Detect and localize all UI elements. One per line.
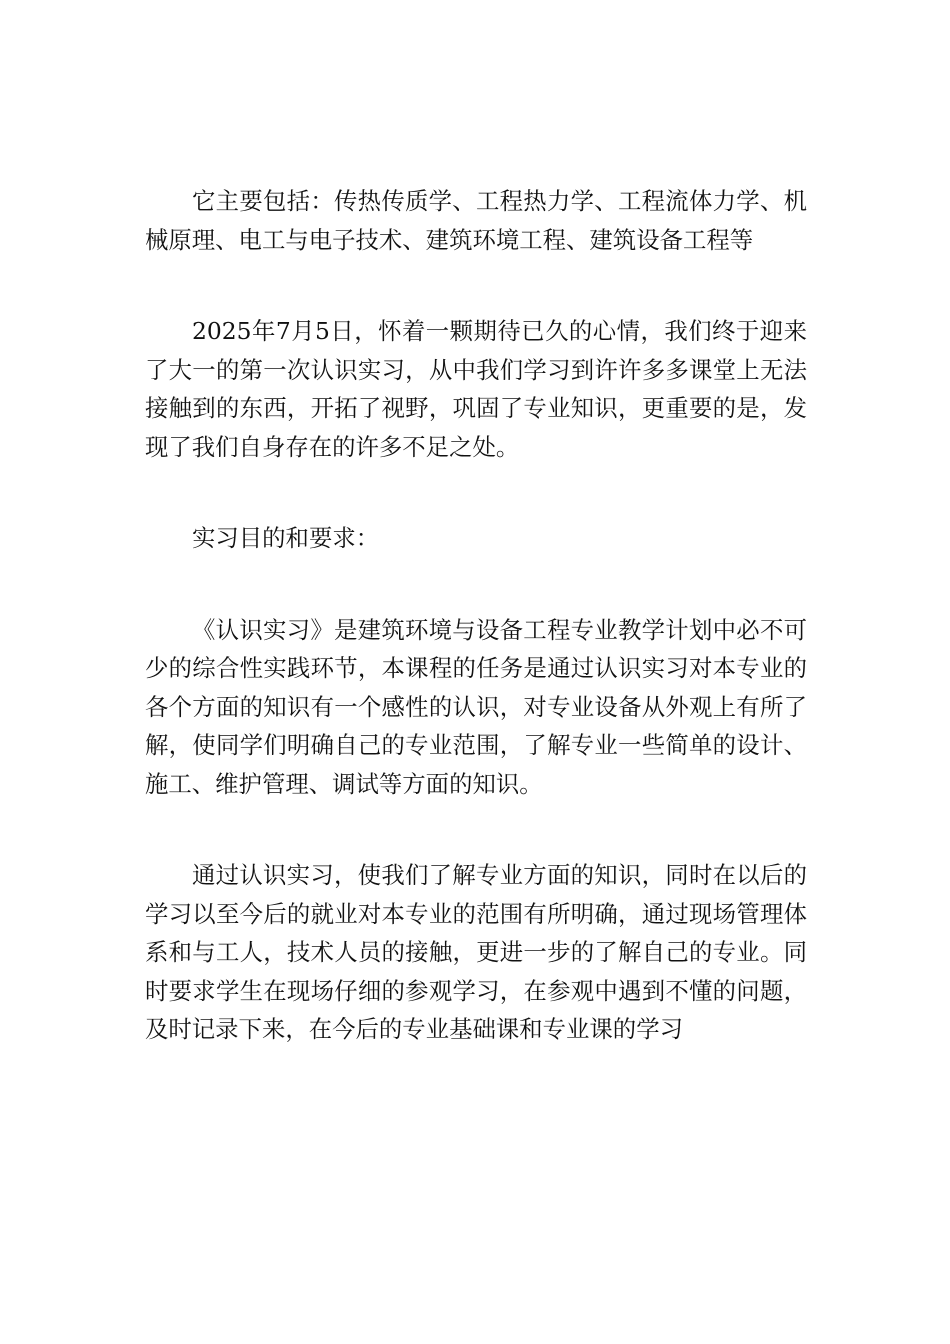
paragraph-course-description: 《认识实习》是建筑环境与设备工程专业教学计划中必不可少的综合性实践环节，本课程的任务是通过认识实习对本专业的各个方面的知识有一个感性的认识，对专业设备从外观上有所了解，使同学们明确自己的专业范围，了解专业一些简单的设计、施工、维护管理、调试等方面的知识。 — [145, 615, 807, 798]
paragraph-spacer — [145, 803, 807, 856]
paragraph-spacer — [145, 259, 807, 312]
paragraph-internship-intro: 2025年7月5日，怀着一颗期待已久的心情，我们终于迎来了大一的第一次认识实习，从中我们学习到许许多多课堂上无法接触到的东西，开拓了视野，巩固了专业知识，更重要的是，发现了我们自身存在的许多不足之处。 — [145, 317, 807, 461]
section-heading-purpose: 实习目的和要求： — [192, 524, 380, 552]
paragraph-requirements: 通过认识实习，使我们了解专业方面的知识，同时在以后的学习以至今后的就业对本专业的范围有所明确，通过现场管理体系和与工人，技术人员的接触，更进一步的了解自己的专业。同时要求学生在现场仔细的参观学习，在参观中遇到不懂的问题，及时记录下来，在今后的专业基础课和专业课的学习 — [145, 861, 807, 1043]
document-body — [145, 182, 807, 1049]
paragraph-spacer — [145, 558, 807, 611]
paragraph-course-list: 它主要包括：传热传质学、工程热力学、工程流体力学、机械原理、电工与电子技术、建筑环境工程、建筑设备工程等 — [145, 187, 807, 254]
paragraph-spacer — [145, 466, 807, 519]
